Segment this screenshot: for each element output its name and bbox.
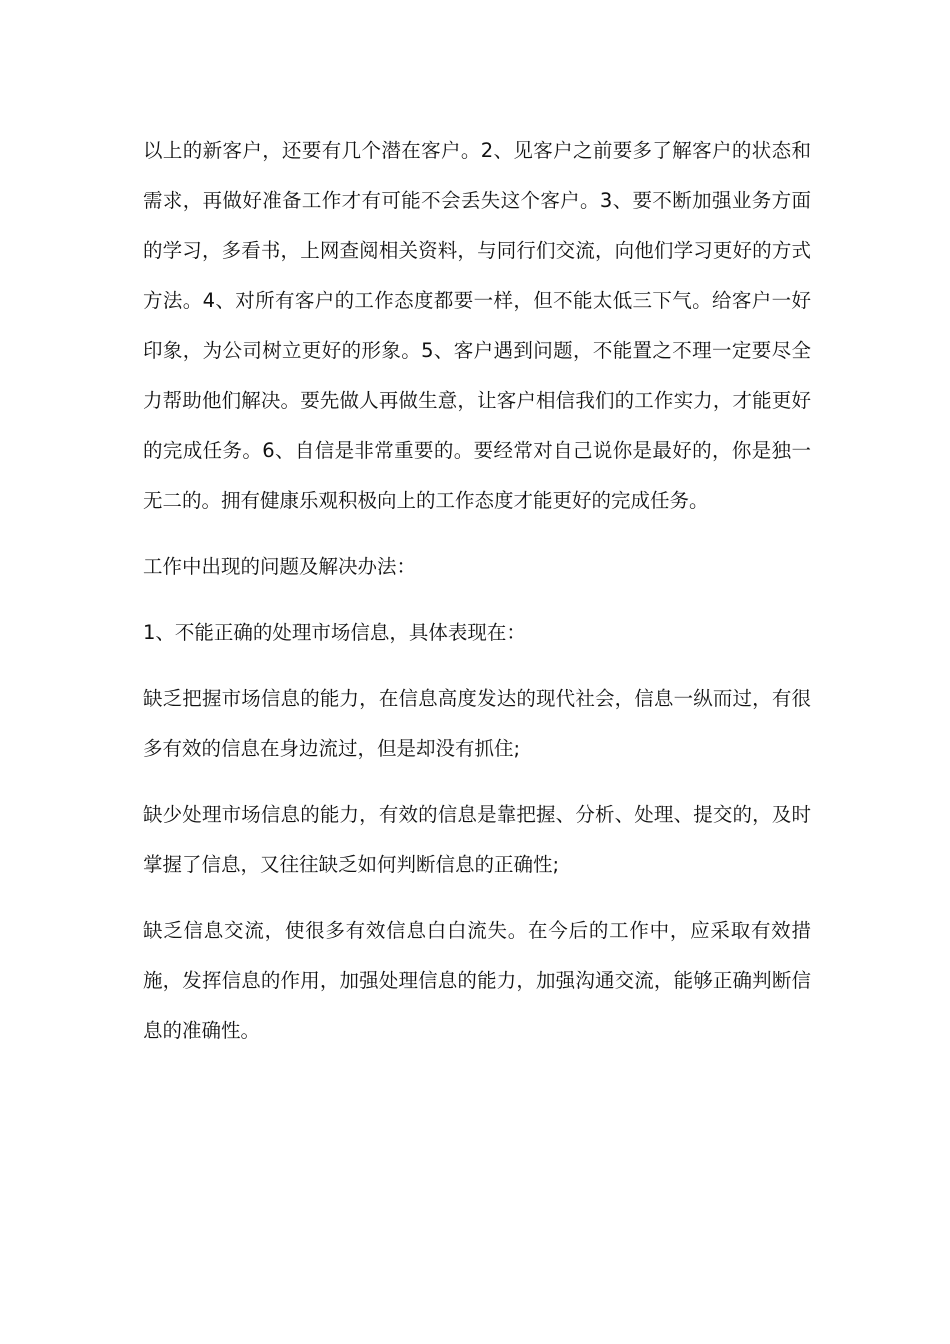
- document-body: [143, 126, 811, 1056]
- paragraph-lack-processing: 缺少处理市场信息的能力，有效的信息是靠把握、分析、处理、提交的，及时掌握了信息，又往往缺乏如何判断信息的正确性;: [143, 803, 811, 876]
- paragraph-lack-exchange: 缺乏信息交流，使很多有效信息白白流失。在今后的工作中，应采取有效措施，发挥信息的作用，加强处理信息的能力，加强沟通交流，能够正确判断信息的准确性。: [143, 919, 811, 1042]
- paragraph-problem-1: 1、不能正确的处理市场信息，具体表现在：: [143, 621, 526, 644]
- paragraph-problems-heading: 工作中出现的问题及解决办法：: [143, 555, 417, 578]
- paragraph-lack-grasp: 缺乏把握市场信息的能力，在信息高度发达的现代社会，信息一纵而过，有很多有效的信息在身边流过，但是却没有抓住;: [143, 687, 811, 760]
- paragraph-customer-tips: 以上的新客户，还要有几个潜在客户。2、见客户之前要多了解客户的状态和需求，再做好准备工作才有可能不会丢失这个客户。3、要不断加强业务方面的学习，多看书，上网查阅相关资料，与同行们交流，向他们学习更好的方式方法。4、对所有客户的工作态度都要一样，但不能太低三下气。给客户一好印象，为公司树立更好的形象。5、客户遇到问题，不能置之不理一定要尽全力帮助他们解决。要先做人再做生意，让客户相信我们的工作实力，才能更好的完成任务。6、自信是非常重要的。要经常对自己说你是最好的，你是独一无二的。拥有健康乐观积极向上的工作态度才能更好的完成任务。: [143, 139, 811, 512]
